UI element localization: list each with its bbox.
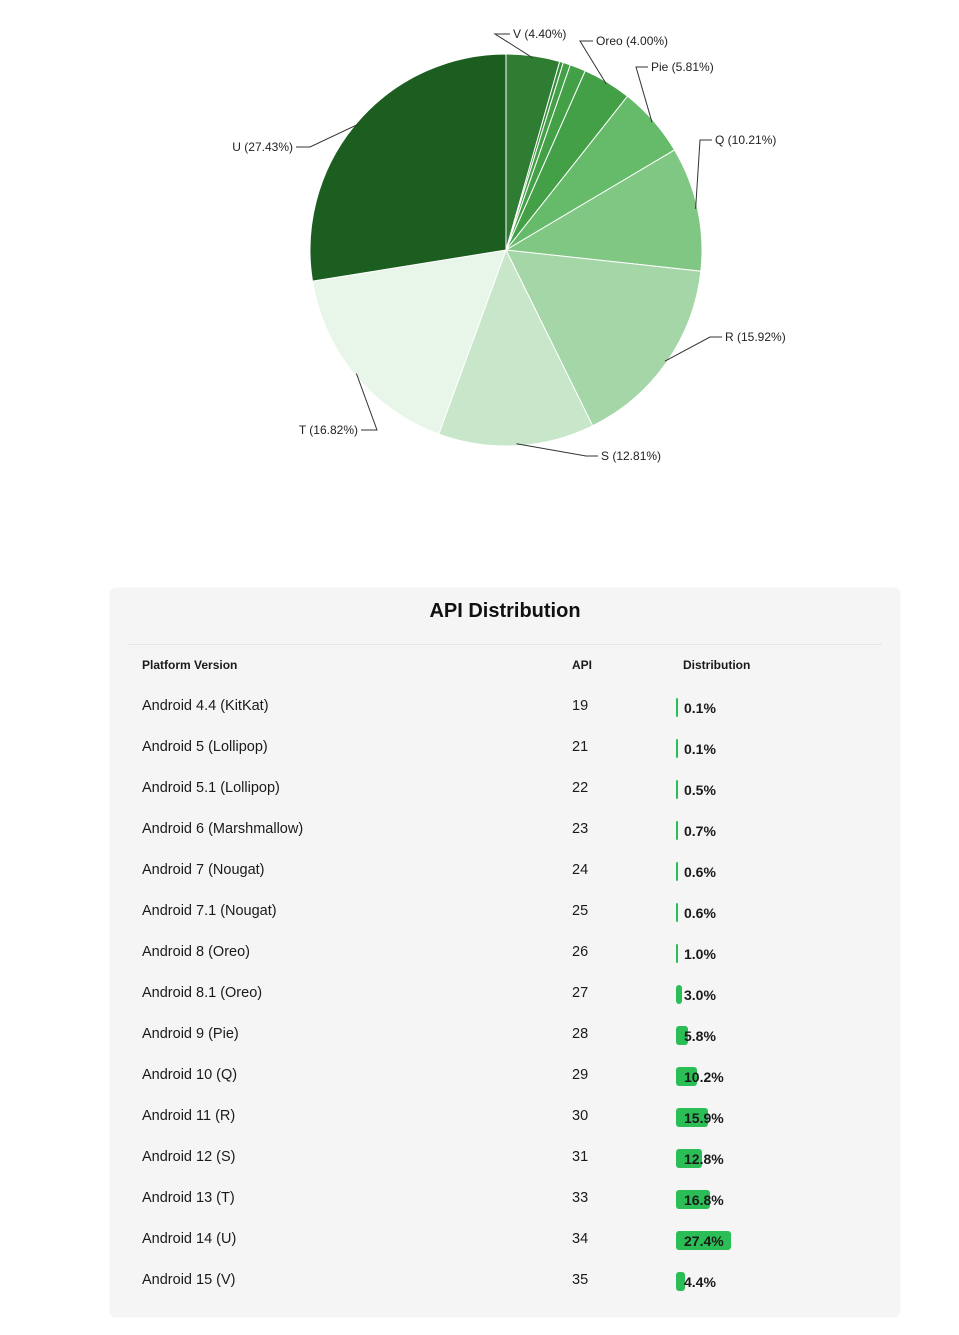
api-level-cell: 28	[572, 1026, 589, 1042]
distribution-value: 0.1%	[684, 700, 716, 716]
distribution-bar	[676, 944, 678, 963]
platform-version-cell: Android 14 (U)	[142, 1231, 237, 1247]
distribution-value: 27.4%	[684, 1233, 724, 1249]
api-level-cell: 21	[572, 739, 589, 755]
header-distribution: Distribution	[683, 658, 751, 672]
leader-line	[517, 444, 599, 456]
distribution-bar	[676, 698, 678, 717]
table-row	[110, 935, 900, 976]
table-row	[110, 730, 900, 771]
distribution-value: 0.6%	[684, 905, 716, 921]
platform-version-cell: Android 5 (Lollipop)	[142, 739, 268, 755]
api-level-cell: 31	[572, 1149, 589, 1165]
table-row	[110, 1140, 900, 1181]
header-platform-version: Platform Version	[142, 658, 238, 672]
api-level-cell: 27	[572, 985, 589, 1001]
pie-chart	[0, 0, 959, 500]
api-level-cell: 22	[572, 780, 589, 796]
api-level-cell: 26	[572, 944, 589, 960]
distribution-value: 4.4%	[684, 1274, 716, 1290]
distribution-value: 3.0%	[684, 987, 716, 1003]
distribution-value: 0.6%	[684, 864, 716, 880]
api-level-cell: 25	[572, 903, 589, 919]
platform-version-cell: Android 13 (T)	[142, 1190, 235, 1206]
platform-version-cell: Android 7.1 (Nougat)	[142, 903, 277, 919]
platform-version-cell: Android 8 (Oreo)	[142, 944, 250, 960]
platform-version-cell: Android 6 (Marshmallow)	[142, 821, 304, 837]
distribution-bar	[676, 739, 678, 758]
platform-version-cell: Android 7 (Nougat)	[142, 862, 265, 878]
distribution-value: 5.8%	[684, 1028, 716, 1044]
distribution-value: 0.7%	[684, 823, 716, 839]
platform-version-cell: Android 5.1 (Lollipop)	[142, 780, 280, 796]
table-row	[110, 1181, 900, 1222]
distribution-bar	[676, 821, 678, 840]
distribution-value: 16.8%	[684, 1192, 724, 1208]
api-level-cell: 19	[572, 698, 589, 714]
distribution-value: 12.8%	[684, 1151, 724, 1167]
platform-version-cell: Android 4.4 (KitKat)	[142, 698, 269, 714]
distribution-value: 0.5%	[684, 782, 716, 798]
distribution-value: 0.1%	[684, 741, 716, 757]
distribution-bar	[676, 780, 678, 799]
api-level-cell: 29	[572, 1067, 589, 1083]
table-row	[110, 853, 900, 894]
header-api: API	[572, 658, 593, 672]
platform-version-cell: Android 11 (R)	[142, 1108, 236, 1124]
table-row	[110, 1058, 900, 1099]
pie-label: R (15.92%)	[725, 330, 786, 344]
distribution-bar	[676, 903, 678, 922]
table-row	[110, 1099, 900, 1140]
pie-label: S (12.81%)	[601, 449, 662, 463]
title-divider	[128, 644, 882, 645]
pie-label: V (4.40%)	[513, 27, 567, 41]
distribution-value: 1.0%	[684, 946, 716, 962]
api-level-cell: 23	[572, 821, 589, 837]
table-row	[110, 976, 900, 1017]
platform-version-cell: Android 15 (V)	[142, 1272, 236, 1288]
platform-version-cell: Android 10 (Q)	[142, 1067, 238, 1083]
distribution-value: 15.9%	[684, 1110, 724, 1126]
table-row	[110, 771, 900, 812]
pie-slice-u	[310, 54, 506, 281]
leader-line	[696, 140, 712, 209]
table-row	[110, 1222, 900, 1263]
platform-version-cell: Android 12 (S)	[142, 1149, 236, 1165]
api-distribution-card	[110, 588, 900, 1317]
table-row	[110, 1263, 900, 1304]
distribution-bar	[676, 862, 678, 881]
api-level-cell: 30	[572, 1108, 589, 1124]
table-row	[110, 1017, 900, 1058]
table-row	[110, 689, 900, 730]
distribution-bar	[676, 985, 682, 1004]
pie-label: T (16.82%)	[298, 423, 358, 437]
pie-label: Pie (5.81%)	[651, 60, 714, 74]
api-level-cell: 34	[572, 1231, 589, 1247]
api-level-cell: 33	[572, 1190, 589, 1206]
table-row	[110, 894, 900, 935]
pie-slices	[310, 54, 702, 446]
table-title: API Distribution	[429, 600, 581, 622]
pie-label: Q (10.21%)	[715, 133, 777, 147]
pie-label: U (27.43%)	[232, 140, 293, 154]
api-level-cell: 24	[572, 862, 589, 878]
distribution-value: 10.2%	[684, 1069, 724, 1085]
platform-version-cell: Android 9 (Pie)	[142, 1026, 239, 1042]
table-row	[110, 812, 900, 853]
platform-version-cell: Android 8.1 (Oreo)	[142, 985, 263, 1001]
api-level-cell: 35	[572, 1272, 589, 1288]
pie-label: Oreo (4.00%)	[596, 34, 669, 48]
